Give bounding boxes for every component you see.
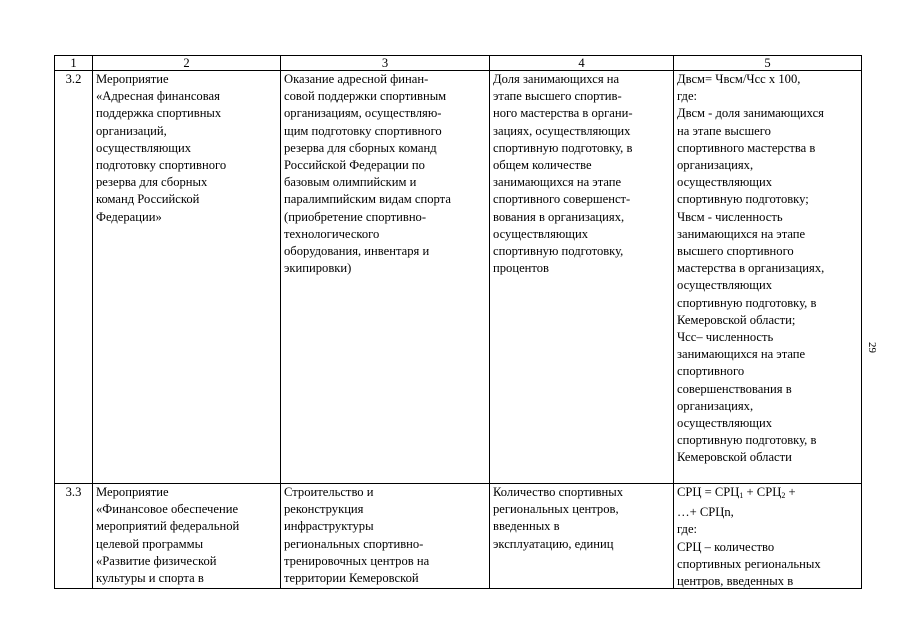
event-name-cell bbox=[93, 484, 281, 589]
text-line: зациях, осуществляющих bbox=[493, 123, 631, 138]
text-line: занимающихся на этапе bbox=[493, 175, 622, 190]
text-line: спортивную подготовку; bbox=[677, 192, 809, 207]
table-row bbox=[55, 71, 862, 484]
formula-line: СРЦ = $СРЦ_1 + СРЦ_2$ + bbox=[677, 485, 796, 500]
text-line: осуществляющих bbox=[677, 278, 773, 293]
text-line: Количество спортивных bbox=[493, 485, 624, 499]
text-line: оборудования, инвентаря и bbox=[284, 244, 430, 259]
text-line: резерва для сборных команд bbox=[284, 140, 437, 155]
text-line: осуществляющих bbox=[677, 416, 773, 431]
text-line: этапе высшего спортив- bbox=[493, 89, 622, 104]
text-line: «Адресная финансовая bbox=[96, 89, 220, 104]
text-line: эксплуатацию, единиц bbox=[493, 536, 614, 551]
text-line: спортивную подготовку, в bbox=[677, 295, 817, 310]
text-line: спортивного мастерства в bbox=[677, 140, 816, 155]
text-line: базовым олимпийским и bbox=[284, 175, 417, 190]
text-line: Чвсм - численность bbox=[677, 209, 783, 224]
text-line: спортивную подготовку, в bbox=[493, 140, 633, 155]
text-line: Кемеровской области bbox=[677, 450, 792, 465]
text-line: Федерации» bbox=[96, 209, 162, 224]
text-line: занимающихся на этапе bbox=[677, 226, 806, 241]
text-line: процентов bbox=[493, 261, 549, 276]
text-line: организациям, осуществляю- bbox=[284, 106, 442, 121]
formula-cell bbox=[674, 484, 862, 589]
text-line: Мероприятие bbox=[96, 485, 169, 499]
text-line: осуществляющих bbox=[493, 226, 589, 241]
text-line: занимающихся на этапе bbox=[677, 347, 806, 362]
text-line: подготовку спортивного bbox=[96, 158, 227, 173]
text-line: инфраструктуры bbox=[284, 519, 374, 534]
text-line: общем количестве bbox=[493, 158, 592, 173]
text-line: «Развитие физической bbox=[96, 553, 217, 568]
text-line: где: bbox=[677, 522, 698, 537]
text-line: региональных центров, bbox=[493, 502, 619, 517]
indicator-cell bbox=[490, 484, 674, 589]
text-line: спортивных региональных bbox=[677, 556, 821, 571]
text-line: поддержка спортивных bbox=[96, 106, 222, 121]
text-line: тренировочных центров на bbox=[284, 553, 430, 568]
row-number: 3.2 bbox=[55, 71, 93, 484]
header-cell: 4 bbox=[490, 56, 674, 71]
document-table bbox=[54, 55, 862, 589]
text-line: целевой программы bbox=[96, 536, 204, 551]
text-line: спортивного bbox=[677, 364, 745, 379]
text-line: Чсс– численность bbox=[677, 330, 774, 345]
text-line: «Финансовое обеспечение bbox=[96, 502, 239, 517]
text-line: экипировки) bbox=[284, 261, 352, 276]
text-line: Доля занимающихся на bbox=[493, 72, 620, 86]
text-line: Российской Федерации по bbox=[284, 158, 425, 173]
text-line: Двсм= Чвсм/Чсс х 100, bbox=[677, 72, 801, 86]
text-line: совершенствования в bbox=[677, 381, 792, 396]
header-cell: 2 bbox=[93, 56, 281, 71]
page-number: 29 bbox=[866, 342, 878, 353]
text-line: мастерства в организациях, bbox=[677, 261, 825, 276]
formula-cell bbox=[674, 71, 862, 484]
text-line: технологического bbox=[284, 226, 380, 241]
text-line: территории Кемеровской bbox=[284, 571, 419, 586]
text-line: центров, введенных в bbox=[677, 574, 794, 588]
text-line: мероприятий федеральной bbox=[96, 519, 240, 534]
text-line: (приобретение спортивно- bbox=[284, 209, 427, 224]
header-cell: 5 bbox=[674, 56, 862, 71]
text-line: совой поддержки спортивным bbox=[284, 89, 447, 104]
text-line: Кемеровской области; bbox=[677, 312, 796, 327]
text-line: организациях, bbox=[677, 398, 754, 413]
event-name-cell bbox=[93, 71, 281, 484]
text-line: реконструкция bbox=[284, 502, 364, 517]
text-line: где: bbox=[677, 89, 698, 104]
header-cell: 1 bbox=[55, 56, 93, 71]
text-line: команд Российской bbox=[96, 192, 200, 207]
row-number: 3.3 bbox=[55, 484, 93, 589]
header-row bbox=[55, 56, 862, 71]
text-line: Двсм - доля занимающихся bbox=[677, 106, 824, 121]
text-line: на этапе высшего bbox=[677, 123, 771, 138]
text-line: Мероприятие bbox=[96, 72, 169, 86]
text-line: Строительство и bbox=[284, 485, 374, 499]
event-description-cell bbox=[281, 484, 490, 589]
text-line: высшего спортивного bbox=[677, 244, 794, 259]
text-line: спортивную подготовку, bbox=[493, 244, 624, 259]
text-line: осуществляющих bbox=[677, 175, 773, 190]
table-row bbox=[55, 484, 862, 589]
text-line: организациях, bbox=[677, 158, 754, 173]
indicator-cell bbox=[490, 71, 674, 484]
formula-line: …+ СРЦn, bbox=[677, 505, 734, 520]
text-line: введенных в bbox=[493, 519, 560, 534]
text-line: СРЦ – количество bbox=[677, 539, 775, 554]
text-line: региональных спортивно- bbox=[284, 536, 424, 551]
text-line: культуры и спорта в bbox=[96, 571, 204, 586]
text-line: резерва для сборных bbox=[96, 175, 208, 190]
text-line: спортивную подготовку, в bbox=[677, 433, 817, 448]
text-line: Оказание адресной финан- bbox=[284, 72, 429, 86]
text-line: осуществляющих bbox=[96, 140, 192, 155]
header-cell: 3 bbox=[281, 56, 490, 71]
event-description-cell bbox=[281, 71, 490, 484]
text-line: щим подготовку спортивного bbox=[284, 123, 442, 138]
text-line: организаций, bbox=[96, 123, 167, 138]
text-line: спортивного совершенст- bbox=[493, 192, 631, 207]
text-line: ного мастерства в органи- bbox=[493, 106, 633, 121]
text-line: паралимпийским видам спорта bbox=[284, 192, 451, 207]
text-line: вования в организациях, bbox=[493, 209, 625, 224]
